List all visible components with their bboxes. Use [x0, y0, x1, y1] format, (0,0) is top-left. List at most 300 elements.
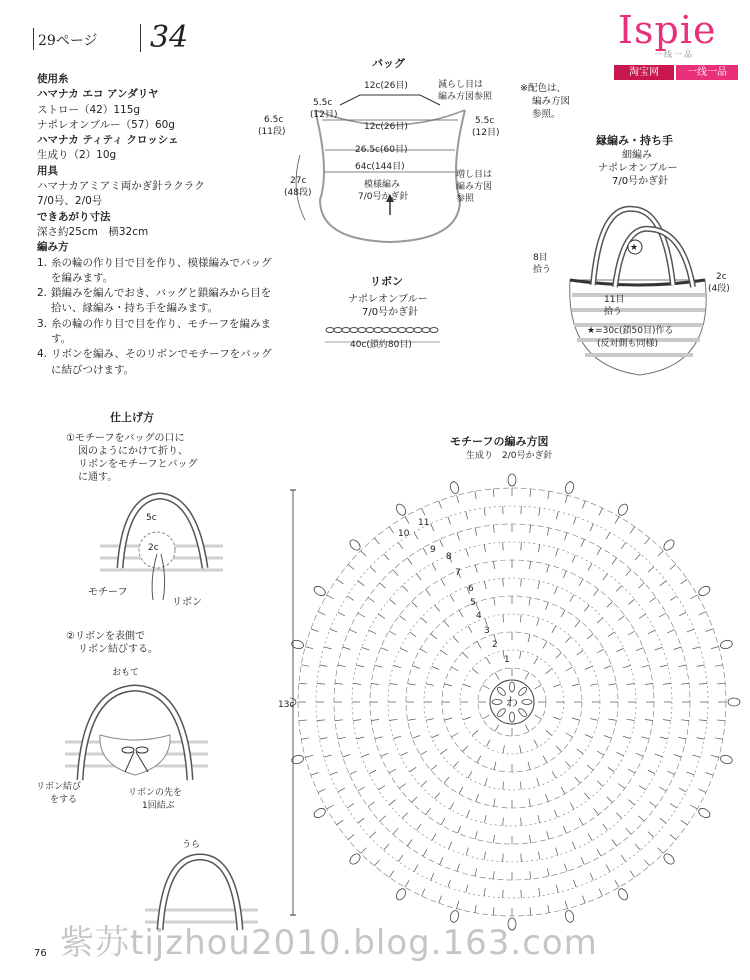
chain-stitch	[382, 328, 390, 333]
header-divider-right	[140, 24, 141, 52]
edge-diagram-drawing	[555, 195, 725, 380]
motif-stitch	[368, 597, 375, 602]
motif-stitch	[305, 647, 313, 649]
motif-stitch	[389, 684, 397, 685]
motif-stitch	[697, 738, 705, 740]
motif-round-number: 5	[470, 598, 476, 608]
motif-stitch	[565, 533, 568, 541]
motif-stitch	[565, 495, 567, 503]
bag-left-55b: (12目)	[310, 110, 338, 120]
motif-stitch	[681, 683, 689, 684]
motif-title: モチーフの編み方図	[450, 435, 549, 448]
motif-stitch	[538, 544, 539, 552]
motif-stitch	[603, 574, 608, 580]
motif-stitch	[528, 762, 530, 770]
motif-stitch	[623, 736, 631, 738]
motif-round-number: 9	[430, 545, 436, 555]
motif-round-number: 4	[476, 611, 482, 621]
motif-stitch	[658, 551, 664, 557]
edge-right-b: (4段)	[708, 284, 730, 294]
method-step: 2. 鎖編みを編んでおき、バッグと鎖編みから目を拾い、縁編み・持ち手を編みます。	[37, 287, 272, 315]
motif-stitch	[572, 718, 580, 720]
motif-stitch	[706, 773, 714, 776]
motif-stitch	[441, 749, 448, 754]
motif-stitch	[358, 581, 364, 586]
motif-stitch	[421, 618, 427, 623]
motif-size: 13c	[278, 700, 295, 710]
motif-stitch	[368, 802, 375, 807]
motif-stitch	[374, 860, 379, 866]
motif-stitch	[618, 616, 624, 621]
motif-stitch	[457, 533, 460, 541]
motif-stitch	[468, 771, 472, 778]
motif-stitch	[528, 634, 530, 642]
size-value: 深さ約25cm 横32cm	[37, 225, 149, 238]
motif-stitch	[566, 667, 573, 671]
motif-stitch	[607, 797, 613, 803]
motif-stitch	[311, 773, 319, 776]
motif-stitch	[579, 579, 583, 586]
motif-stitch	[670, 564, 676, 569]
motif-stitch	[338, 737, 346, 739]
motif-stitch	[609, 719, 617, 720]
motif-stitch	[450, 595, 454, 602]
motif-sub: 生成り 2/0号かぎ針	[466, 451, 553, 461]
motif-stitch	[475, 528, 477, 536]
motif-stitch	[472, 669, 478, 674]
motif-stitch	[466, 549, 468, 557]
motif-stitch	[617, 648, 624, 652]
edge-diagram-title: 縁編み・持ち手	[596, 134, 673, 147]
motif-stitch	[648, 567, 654, 573]
yarn1-name: ハマナカ エコ アンダリヤ	[37, 88, 159, 101]
motif-round-number: 8	[446, 552, 452, 562]
motif-stitch	[371, 720, 379, 721]
motif-stitch	[453, 637, 458, 643]
motif-stitch	[463, 746, 469, 752]
motif-stitch	[440, 857, 443, 864]
motif-stitch	[563, 826, 566, 833]
motif-stitch	[503, 615, 504, 623]
bag-dec-note-b: 編み方図参照	[438, 92, 493, 102]
motif-stitch	[606, 532, 610, 539]
motif-stitch	[590, 684, 598, 686]
motif-stitch	[597, 781, 603, 786]
motif-stitch	[577, 749, 584, 754]
motif-stitch	[441, 650, 448, 655]
motif-stitch	[414, 865, 418, 872]
motif-stitch	[548, 905, 549, 913]
brand-tag-right: 一线一品	[676, 65, 738, 80]
motif-stitch	[553, 717, 561, 720]
materials-block	[37, 72, 272, 378]
motif-stitch	[692, 647, 700, 649]
motif-stitch	[318, 789, 325, 792]
motif-stitch	[486, 740, 490, 747]
motif-stitch	[530, 907, 531, 915]
motif-round-number: 7	[455, 568, 461, 578]
motif-stitch	[699, 683, 707, 684]
motif-round-number: 1	[504, 655, 510, 665]
motif-stitch	[362, 754, 370, 757]
bag-right-55a: 5.5c	[475, 116, 495, 126]
brand-logo: Ispie	[618, 8, 717, 52]
motif-stitch	[663, 720, 671, 721]
motif-stitch	[394, 736, 402, 738]
motif-stitch	[475, 905, 476, 913]
motif-stitch	[546, 602, 549, 610]
motif-picot	[313, 807, 327, 820]
motif-stitch	[318, 612, 325, 615]
motif-chart	[290, 470, 750, 940]
motif-stitch	[412, 797, 418, 803]
motif-stitch	[717, 720, 725, 721]
motif-stitch	[520, 651, 521, 659]
motif-stitch	[370, 567, 376, 573]
motif-stitch	[521, 854, 522, 862]
motif-stitch	[405, 880, 409, 887]
motif-stitch	[650, 597, 657, 602]
motif-stitch	[699, 789, 706, 792]
motif-stitch	[353, 683, 361, 684]
motif-stitch	[299, 720, 307, 721]
motif-stitch	[378, 614, 385, 618]
finishing-2c: 2c	[148, 543, 159, 553]
edge-note-b: (反対側も同様)	[597, 339, 659, 349]
motif-stitch	[681, 720, 689, 721]
motif-stitch	[503, 818, 504, 826]
bag-dim-top: 12c(26目)	[364, 81, 408, 91]
motif-stitch	[574, 880, 577, 888]
motif-stitch	[565, 901, 567, 909]
motif-stitch	[349, 771, 356, 774]
motif-round-number: 11	[418, 518, 430, 528]
motif-stitch	[535, 685, 542, 689]
motif-stitch	[660, 737, 668, 739]
motif-stitch	[538, 815, 540, 823]
motif-picot	[662, 852, 676, 866]
motif-stitch	[486, 657, 490, 664]
ribbon-sub1: ナポレオンブルー	[348, 294, 428, 305]
motif-stitch	[546, 794, 549, 802]
motif-stitch	[554, 810, 557, 817]
motif-stitch	[604, 736, 612, 739]
motif-stitch	[338, 665, 346, 667]
motif-stitch	[670, 596, 677, 600]
edge-sub2: ナポレオンブルー	[598, 163, 678, 174]
motif-stitch	[711, 755, 719, 757]
motif-stitch	[556, 512, 558, 520]
motif-stitch	[343, 647, 351, 650]
motif-stitch	[503, 578, 504, 586]
motif-stitch	[301, 738, 309, 739]
motif-stitch	[575, 621, 580, 627]
motif-stitch	[543, 756, 547, 763]
bag-left-27b: (48段)	[284, 188, 312, 198]
motif-stitch	[457, 901, 459, 909]
edge-mid-a: 11目	[604, 295, 625, 305]
motif-stitch	[317, 683, 325, 684]
motif-stitch	[503, 854, 504, 862]
motif-picot	[697, 585, 711, 598]
motif-picot	[564, 481, 575, 495]
motif-stitch	[439, 501, 442, 509]
motif-stitch	[381, 648, 388, 651]
motif-stitch	[484, 888, 485, 896]
motif-center-petal	[517, 707, 528, 718]
motif-stitch	[408, 719, 416, 720]
motif-stitch	[604, 666, 612, 669]
motif-stitch	[525, 725, 529, 732]
motif-stitch	[530, 871, 531, 879]
bag-left-65a: 6.5c	[264, 115, 284, 125]
motif-stitch	[520, 782, 521, 790]
motif-stitch	[607, 602, 613, 608]
motif-picot	[395, 887, 408, 901]
edge-mid-b: 拾う	[604, 307, 623, 317]
motif-picot	[395, 503, 408, 517]
motif-stitch	[495, 673, 499, 680]
motif-stitch	[405, 517, 409, 524]
motif-stitch	[617, 752, 624, 756]
motif-stitch	[361, 551, 367, 557]
motif-stitch	[534, 740, 538, 747]
motif-stitch	[547, 528, 549, 536]
finishing-motif-label: モチーフ	[88, 587, 128, 598]
motif-stitch	[503, 745, 504, 753]
motif-stitch	[572, 684, 580, 686]
motif-stitch	[335, 683, 343, 684]
motif-stitch	[463, 653, 469, 659]
motif-stitch	[475, 491, 476, 499]
motif-stitch	[678, 737, 686, 739]
motif-stitch	[432, 563, 436, 570]
motif-stitch	[530, 525, 531, 533]
motif-stitch	[577, 650, 584, 655]
motif-stitch	[585, 735, 592, 738]
yarn2-color-a: 生成り（2）10g	[37, 149, 117, 162]
motif-stitch	[553, 684, 561, 687]
motif-stitch	[370, 832, 376, 838]
bag-inc-note-c: 参照	[456, 194, 475, 204]
motif-stitch	[537, 778, 540, 786]
motif-stitch	[663, 683, 671, 684]
motif-stitch	[535, 715, 542, 719]
motif-stitch	[503, 782, 504, 790]
motif-stitch	[477, 756, 481, 763]
motif-stitch	[561, 787, 565, 794]
motif-stitch	[692, 755, 700, 757]
motif-stitch	[556, 549, 558, 557]
motif-stitch	[670, 804, 677, 808]
motif-stitch	[503, 542, 504, 550]
motif-stitch	[566, 637, 571, 643]
motif-stitch	[432, 666, 439, 669]
finishing-bow-b: をする	[50, 795, 78, 805]
bag-diagram-title: バッグ	[372, 57, 405, 70]
motif-stitch	[450, 803, 454, 810]
motif-stitch	[337, 579, 344, 584]
motif-stitch	[449, 842, 452, 849]
yarn1-color-a: ストロー（42）115g	[37, 103, 141, 116]
motif-stitch	[570, 595, 574, 602]
motif-stitch	[525, 673, 529, 680]
motif-stitch	[378, 786, 385, 790]
motif-stitch	[369, 630, 376, 634]
motif-stitch	[538, 581, 540, 589]
motif-stitch	[674, 647, 682, 650]
motif-stitch	[399, 784, 405, 789]
motif-stitch	[648, 770, 655, 774]
motif-stitch	[412, 602, 418, 608]
motif-stitch	[356, 665, 364, 667]
motif-stitch	[529, 799, 530, 807]
motif-stitch	[597, 618, 603, 623]
motif-stitch	[389, 769, 396, 773]
motif-stitch	[572, 842, 575, 849]
motif-stitch	[628, 599, 634, 604]
motif-stitch	[407, 840, 412, 847]
motif-stitch	[648, 832, 654, 838]
motif-stitch	[635, 844, 640, 850]
motif-stitch	[584, 605, 589, 611]
motif-stitch	[626, 828, 631, 834]
finishing-front-label: おもて	[112, 668, 140, 678]
motif-stitch	[681, 820, 688, 825]
pattern-number: 34	[150, 20, 189, 55]
motif-stitch	[423, 548, 427, 555]
motif-stitch	[566, 762, 571, 768]
motif-stitch	[459, 787, 463, 794]
bag-left-27a: 27c	[290, 176, 307, 186]
motif-stitch	[320, 665, 328, 667]
motif-stitch	[521, 578, 522, 586]
motif-stitch	[475, 831, 477, 839]
motif-stitch	[621, 542, 626, 549]
motif-stitch	[670, 834, 676, 839]
chain-stitch	[350, 328, 358, 333]
motif-center: わ	[506, 695, 519, 709]
motif-stitch	[639, 786, 646, 790]
motif-stitch	[583, 896, 586, 904]
motif-stitch	[476, 794, 479, 802]
motif-stitch	[423, 849, 427, 856]
motif-stitch	[361, 848, 367, 854]
motif-stitch	[375, 737, 383, 739]
motif-stitch	[638, 816, 644, 821]
motif-stitch	[530, 561, 531, 569]
motif-stitch	[599, 889, 602, 896]
motif-stitch	[638, 583, 644, 588]
motif-stitch	[606, 865, 610, 872]
motif-stitch	[441, 579, 445, 586]
motif-stitch	[399, 616, 405, 621]
motif-stitch	[537, 618, 540, 626]
finishing-title: 仕上げ方	[110, 411, 154, 424]
motif-stitch	[330, 772, 338, 775]
method-step: 1. 糸の輪の作り目で目を作り、模様編みでバッグを編みます。	[37, 256, 272, 284]
motif-picot	[348, 852, 362, 866]
motif-stitch	[588, 563, 592, 570]
motif-stitch	[616, 586, 622, 592]
motif-stitch	[476, 602, 479, 610]
motif-stitch	[667, 771, 674, 774]
motif-stitch	[711, 647, 719, 649]
motif-stitch	[644, 538, 649, 544]
motif-stitch	[575, 777, 580, 783]
motif-stitch	[627, 684, 635, 685]
motif-picot	[617, 887, 630, 901]
motif-stitch	[644, 860, 649, 866]
motif-stitch	[679, 788, 686, 792]
motif-stitch	[305, 755, 313, 757]
motif-stitch	[648, 630, 655, 634]
motif-stitch	[338, 612, 345, 616]
motif-stitch	[484, 581, 486, 589]
motif-stitch	[431, 873, 434, 880]
motif-stitch	[347, 804, 354, 808]
bag-dim-mid: 12c(26目)	[364, 122, 408, 132]
motif-stitch	[317, 720, 325, 721]
bag-dim-26: 26.5c(60目)	[355, 145, 408, 155]
motif-picot	[449, 481, 460, 495]
bag-inc-note-a: 増し目は	[456, 170, 493, 180]
motif-stitch	[594, 808, 599, 814]
motif-stitch	[324, 755, 332, 757]
motif-stitch	[320, 738, 328, 740]
motif-stitch	[627, 719, 635, 720]
motif-stitch	[590, 719, 598, 721]
motif-stitch	[584, 793, 589, 799]
edge-left-a: 8目	[533, 253, 548, 263]
motif-stitch	[389, 871, 394, 878]
motif-stitch	[574, 517, 577, 525]
bag-pattern-b: 7/0号かぎ針	[358, 192, 409, 202]
motif-stitch	[426, 719, 434, 721]
motif-stitch	[394, 666, 402, 668]
motif-stitch	[483, 685, 490, 689]
motif-stitch	[687, 629, 695, 632]
motif-picot	[348, 538, 362, 552]
motif-stitch	[393, 570, 398, 576]
motif-stitch	[530, 835, 531, 843]
motif-stitch	[628, 769, 635, 773]
motif-stitch	[534, 657, 538, 664]
motif-stitch	[421, 781, 427, 786]
motif-center-petal	[522, 700, 532, 705]
motif-stitch	[561, 610, 565, 617]
motif-stitch	[681, 579, 688, 584]
motif-stitch	[529, 598, 530, 606]
ribbon-length: 40c(鎖約80目)	[350, 340, 412, 350]
motif-stitch	[543, 641, 547, 648]
motif-stitch	[630, 527, 635, 534]
motif-stitch	[356, 737, 364, 739]
motif-center-petal	[517, 686, 528, 697]
motif-stitch	[324, 647, 332, 649]
motif-stitch	[655, 647, 663, 650]
chain-stitch	[326, 328, 334, 333]
motif-stitch	[417, 824, 422, 830]
motif-stitch	[493, 871, 494, 879]
motif-stitch	[548, 491, 549, 499]
motif-stitch	[463, 684, 471, 687]
motif-stitch	[466, 848, 468, 856]
motif-stitch	[650, 802, 657, 807]
motif-stitch	[389, 719, 397, 720]
motif-stitch	[459, 610, 463, 617]
finishing-step2-drawing	[60, 680, 210, 790]
